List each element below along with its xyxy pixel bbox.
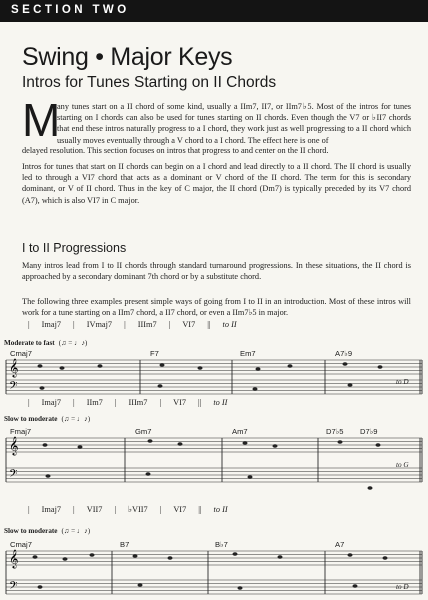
roman-progression-2: | Imaj7 | IIm7 | IIIm7 | VI7 || to II — [28, 398, 228, 407]
paragraph-turnarounds: Many intros lead from I to II chords through standard turnaround progressions. In these situations, the II chord is approached by a secondary dominant 7th chord or by a substitute chord. — [22, 261, 411, 282]
chord-symbol: F7 — [150, 349, 159, 358]
bass-clef-icon: 𝄢 — [9, 580, 18, 595]
section-header-bar — [0, 0, 428, 22]
paragraph-examples: The following three examples present simple ways of going from I to II in an introduction. Most of these intros will work for a tune starting on a IIm7 chord, a II7 chord, or even a IIm7♭5 in major. — [22, 297, 411, 318]
paragraph-secondary-dominant: Intros for tunes that start on II chords can begin on a I chord and lead directly to a II chord. The II chord is usually led to through a VI7 chord that acts as a dominant or V chord of the II chord. The term for this is secondary dominant, or V of II chord. Thus in the key of C major, the II chord (Dm7) is typically preceded by its V7 chord (A7), which is also VI7 in C major. — [22, 162, 411, 205]
chord-symbol: A7 — [335, 540, 345, 549]
tempo-marking-2: Slow to moderate (♫ = ♩♪) — [4, 415, 91, 423]
bass-clef-icon: 𝄢 — [9, 468, 18, 483]
chord-symbol: Fmaj7 — [10, 427, 32, 436]
section-label: SECTION TWO — [11, 4, 130, 16]
chord-symbol: Cmaj7 — [10, 349, 32, 358]
grand-staff-1 — [0, 358, 428, 398]
destination-label: to D — [396, 378, 409, 386]
chord-symbol: D7♭5 — [326, 427, 344, 436]
grand-staff-2 — [0, 436, 428, 498]
chord-symbol: A7♭9 — [335, 349, 353, 358]
intro-paragraph: any tunes start on a II chord of some kind, usually a IIm7, II7, or IIm7♭5. Most of the intros for tunes starting on I chords can also be used for tunes starting on II chords. Even though the V7 or ♭II7 chords that end these intros naturally progress to a I chord, they work just as well progressing to a II chord which usually moves eventually through a V chord to a I chord. The effect here is one of — [57, 102, 411, 145]
intro-paragraph-end: delayed resolution. This section focuses on intros that progress to and center on the II chord. — [22, 146, 329, 155]
tempo-marking-1: Moderate to fast (♫ = ♩♪) — [4, 339, 88, 347]
chord-symbol: Gm7 — [135, 427, 152, 436]
page-subtitle: Intros for Tunes Starting on II Chords — [22, 74, 277, 91]
page-title: Swing • Major Keys — [22, 43, 233, 71]
chord-symbol: Cmaj7 — [10, 540, 32, 549]
roman-progression-1: | Imaj7 | IVmaj7 | IIIm7 | VI7 || to II — [28, 320, 237, 329]
section-heading: I to II Progressions — [22, 241, 127, 255]
chord-symbol: Am7 — [232, 427, 248, 436]
chord-symbol: Em7 — [240, 349, 256, 358]
destination-label: to G — [396, 461, 409, 469]
treble-clef-icon: 𝄞 — [9, 436, 19, 455]
roman-progression-3: | Imaj7 | VII7 | ♭VII7 | VI7 || to II — [28, 505, 228, 514]
destination-label: to D — [396, 583, 409, 591]
drop-cap: M — [22, 94, 61, 146]
chord-symbol: B7 — [120, 540, 130, 549]
grand-staff-3 — [0, 547, 428, 600]
chord-symbol: B♭7 — [215, 540, 228, 549]
bass-clef-icon: 𝄢 — [9, 380, 18, 395]
chord-symbol: D7♭9 — [360, 427, 378, 436]
tempo-marking-3: Slow to moderate (♫ = ♩♪) — [4, 527, 91, 535]
treble-clef-icon: 𝄞 — [9, 358, 19, 377]
treble-clef-icon: 𝄞 — [9, 549, 19, 568]
